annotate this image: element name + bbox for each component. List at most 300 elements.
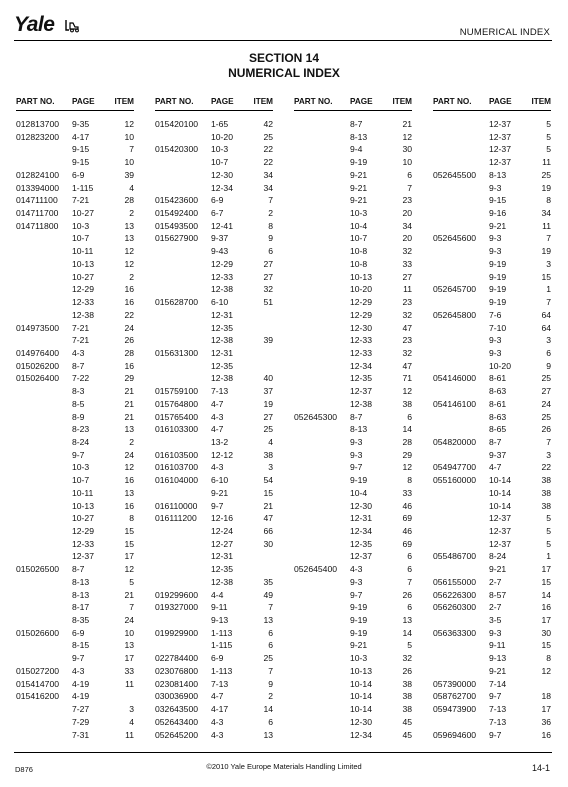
page-ref: 12-37 — [489, 131, 511, 142]
item-number: 64 — [541, 322, 551, 333]
index-row — [294, 334, 412, 347]
page-ref: 9-15 — [72, 157, 90, 168]
index-row — [16, 474, 134, 487]
page-ref: 10-11 — [72, 487, 94, 498]
item-number: 34 — [541, 208, 551, 219]
item-number: 7 — [546, 233, 551, 244]
index-row — [294, 283, 412, 296]
item-number: 6 — [407, 169, 412, 180]
index-row — [294, 639, 412, 652]
item-number: 3 — [129, 704, 134, 715]
item-number: 2 — [268, 691, 273, 702]
item-number: 3 — [546, 335, 551, 346]
index-row — [433, 563, 551, 576]
index-row — [294, 500, 412, 513]
part-number: 015764800 — [155, 398, 199, 409]
item-number: 28 — [124, 195, 134, 206]
page-ref: 4-3 — [211, 411, 224, 422]
item-number: 13 — [402, 615, 412, 626]
index-row — [16, 360, 134, 373]
part-number: 052645400 — [294, 564, 338, 575]
part-number: 016104000 — [155, 475, 199, 486]
item-number: 38 — [402, 704, 412, 715]
part-number: 015759100 — [155, 386, 199, 397]
page-ref: 7-31 — [72, 729, 90, 740]
index-row — [433, 716, 551, 729]
index-row — [155, 232, 273, 245]
item-number: 24 — [124, 322, 134, 333]
page-ref: 9-3 — [489, 182, 502, 193]
item-number: 24 — [124, 449, 134, 460]
part-number: 015631300 — [155, 347, 199, 358]
index-row — [16, 245, 134, 258]
item-number: 10 — [124, 157, 134, 168]
index-row — [294, 690, 412, 703]
page-ref: 12-31 — [211, 347, 233, 358]
index-row — [294, 194, 412, 207]
index-row — [433, 169, 551, 182]
index-row — [155, 423, 273, 436]
page-ref: 4-17 — [72, 131, 90, 142]
page-ref: 9-3 — [350, 449, 363, 460]
page-ref: 12-29 — [72, 284, 94, 295]
index-row — [433, 258, 551, 271]
page-ref: 10-3 — [72, 462, 90, 473]
page-ref: 1-113 — [211, 627, 233, 638]
index-row — [16, 334, 134, 347]
page-ref: 12-33 — [350, 347, 372, 358]
page-ref: 12-37 — [489, 538, 511, 549]
part-number: 056260300 — [433, 602, 477, 613]
item-number: 38 — [541, 500, 551, 511]
index-row — [433, 538, 551, 551]
index-row — [294, 652, 412, 665]
index-row — [16, 512, 134, 525]
page-ref: 9-7 — [72, 653, 85, 664]
index-row — [294, 474, 412, 487]
index-row — [16, 194, 134, 207]
item-number: 8 — [407, 475, 412, 486]
page-ref: 4-3 — [211, 729, 224, 740]
page-ref: 8-17 — [72, 602, 90, 613]
index-row — [294, 309, 412, 322]
item-number: 11 — [125, 729, 134, 740]
item-number: 7 — [546, 436, 551, 447]
index-row — [155, 372, 273, 385]
item-number: 2 — [129, 436, 134, 447]
item-number: 12 — [402, 462, 412, 473]
item-number: 15 — [541, 640, 551, 651]
index-row — [155, 500, 273, 513]
item-number: 18 — [541, 691, 551, 702]
part-number: 012813700 — [16, 119, 60, 129]
item-number: 1 — [546, 551, 551, 562]
index-row — [294, 232, 412, 245]
index-row — [294, 169, 412, 182]
page-ref: 9-3 — [489, 246, 502, 257]
index-row — [433, 296, 551, 309]
part-number: 019929900 — [155, 627, 199, 638]
index-row — [294, 156, 412, 169]
page-ref: 10-7 — [72, 475, 90, 486]
item-number: 9 — [546, 360, 551, 371]
yale-logo: Yale — [14, 13, 55, 36]
index-row — [294, 322, 412, 335]
item-number: 26 — [402, 665, 412, 676]
page-ref: 10-3 — [350, 208, 368, 219]
page-ref: 10-20 — [350, 284, 372, 295]
item-number: 38 — [402, 398, 412, 409]
page-ref: 12-16 — [211, 513, 233, 524]
part-number: 015423600 — [155, 195, 199, 206]
item-number: 2 — [129, 208, 134, 219]
index-column-2 — [155, 96, 273, 741]
part-number: 056155000 — [433, 576, 477, 587]
item-number: 21 — [124, 386, 134, 397]
part-number: 054146000 — [433, 373, 477, 384]
page-ref: 8-57 — [489, 589, 507, 600]
part-number: 056363300 — [433, 627, 477, 638]
header-title: NUMERICAL INDEX — [459, 27, 550, 38]
page-ref: 12-12 — [211, 449, 233, 460]
index-row — [294, 372, 412, 385]
part-number: 016103700 — [155, 462, 199, 473]
item-number: 28 — [402, 436, 412, 447]
page-ref: 8-9 — [72, 411, 85, 422]
page-ref: 9-13 — [211, 615, 229, 626]
index-row — [155, 296, 273, 309]
item-number: 8 — [129, 513, 134, 524]
item-number: 12 — [124, 246, 134, 257]
page-ref: 10-4 — [350, 487, 368, 498]
page-ref: 10-8 — [350, 246, 368, 257]
page-ref: 9-21 — [350, 195, 368, 206]
page-ref: 9-3 — [489, 233, 502, 244]
index-row — [433, 500, 551, 513]
page-ref: 7-13 — [211, 386, 229, 397]
index-row — [294, 538, 412, 551]
page-ref: 10-3 — [211, 144, 229, 155]
index-row — [433, 614, 551, 627]
page-ref: 7-27 — [72, 704, 90, 715]
item-number: 10 — [124, 627, 134, 638]
index-row — [155, 283, 273, 296]
page-ref: 8-7 — [72, 360, 85, 371]
page-ref: 8-35 — [72, 615, 90, 626]
page-ref: 8-13 — [350, 131, 368, 142]
page-ref: 8-24 — [489, 551, 507, 562]
page-ref: 4-7 — [489, 462, 502, 473]
index-row — [155, 436, 273, 449]
index-row — [155, 563, 273, 576]
item-number: 27 — [263, 271, 273, 282]
part-number: 015492400 — [155, 208, 199, 219]
index-row — [16, 716, 134, 729]
index-row — [16, 156, 134, 169]
page-ref: 9-11 — [489, 640, 506, 651]
page-ref: 12-34 — [350, 360, 372, 371]
index-row — [433, 309, 551, 322]
index-row — [16, 487, 134, 500]
item-number: 26 — [541, 424, 551, 435]
part-number: 015420100 — [155, 119, 199, 129]
part-number: 055160000 — [433, 475, 477, 486]
index-row — [294, 525, 412, 538]
index-row — [16, 232, 134, 245]
index-row — [433, 360, 551, 373]
page-ref: 12-37 — [350, 551, 372, 562]
item-number: 38 — [402, 691, 412, 702]
index-row — [433, 487, 551, 500]
page-ref: 12-35 — [211, 360, 233, 371]
page-ref: 12-38 — [350, 398, 372, 409]
item-number: 32 — [263, 284, 273, 295]
page-ref: 9-21 — [211, 487, 229, 498]
index-row — [294, 296, 412, 309]
item-number: 30 — [541, 627, 551, 638]
page-ref: 9-7 — [72, 449, 85, 460]
item-number: 7 — [268, 602, 273, 613]
index-row — [433, 232, 551, 245]
item-number: 9 — [268, 678, 273, 689]
header-page: PAGE — [72, 97, 95, 106]
item-number: 32 — [402, 246, 412, 257]
index-row — [433, 423, 551, 436]
index-row — [16, 309, 134, 322]
index-row — [433, 461, 551, 474]
item-number: 12 — [124, 258, 134, 269]
index-row — [294, 678, 412, 691]
item-number: 25 — [263, 131, 273, 142]
part-number: 054947700 — [433, 462, 477, 473]
index-row — [433, 550, 551, 563]
part-number: 015026200 — [16, 360, 60, 371]
item-number: 9 — [268, 233, 273, 244]
part-number: 016103500 — [155, 449, 199, 460]
index-row — [294, 487, 412, 500]
page-ref: 8-7 — [72, 564, 85, 575]
page-ref: 9-21 — [350, 182, 368, 193]
page-ref: 3-5 — [489, 615, 502, 626]
index-row — [155, 449, 273, 462]
index-row — [16, 500, 134, 513]
index-row — [16, 678, 134, 691]
page-ref: 6-7 — [211, 208, 224, 219]
page-ref: 12-38 — [211, 576, 233, 587]
part-number: 052645300 — [294, 411, 338, 422]
index-row — [16, 461, 134, 474]
item-number: 12 — [402, 386, 412, 397]
index-row — [294, 143, 412, 156]
item-number: 17 — [124, 653, 134, 664]
part-number: 055486700 — [433, 551, 477, 562]
page-ref: 9-21 — [350, 169, 368, 180]
page-ref: 9-3 — [350, 576, 363, 587]
item-number: 8 — [268, 220, 273, 231]
part-number: 052645800 — [433, 309, 477, 320]
item-number: 29 — [124, 373, 134, 384]
item-number: 21 — [402, 119, 412, 129]
page-ref: 10-14 — [350, 691, 372, 702]
item-number: 5 — [407, 640, 412, 651]
item-number: 5 — [546, 131, 551, 142]
index-row — [294, 385, 412, 398]
page-ref: 10-13 — [350, 665, 372, 676]
index-row — [433, 703, 551, 716]
page-ref: 12-29 — [211, 258, 233, 269]
index-row — [16, 258, 134, 271]
page-ref: 9-7 — [489, 729, 502, 740]
index-row — [16, 169, 134, 182]
index-row — [294, 461, 412, 474]
part-number: 015416200 — [16, 691, 60, 702]
page-ref: 9-3 — [350, 436, 363, 447]
item-number: 25 — [541, 373, 551, 384]
item-number: 39 — [263, 335, 273, 346]
index-row — [433, 589, 551, 602]
page-ref: 4-7 — [211, 424, 224, 435]
index-row — [16, 398, 134, 411]
page-ref: 7-29 — [72, 716, 90, 727]
part-number: 030036900 — [155, 691, 199, 702]
item-number: 19 — [541, 182, 551, 193]
item-number: 15 — [124, 538, 134, 549]
item-number: 64 — [541, 309, 551, 320]
index-row — [16, 639, 134, 652]
page-ref: 12-35 — [350, 373, 372, 384]
index-row — [294, 716, 412, 729]
page-ref: 1-113 — [211, 665, 233, 676]
index-row — [294, 449, 412, 462]
index-row — [155, 729, 273, 742]
index-row — [294, 182, 412, 195]
item-number: 69 — [402, 513, 412, 524]
part-number: 019327000 — [155, 602, 199, 613]
item-number: 6 — [268, 640, 273, 651]
page-ref: 12-37 — [489, 526, 511, 536]
index-row — [155, 601, 273, 614]
page-ref: 8-7 — [489, 436, 502, 447]
index-row — [294, 245, 412, 258]
column-header — [155, 96, 273, 111]
page-ref: 12-35 — [350, 538, 372, 549]
item-number: 45 — [402, 729, 412, 740]
item-number: 17 — [541, 564, 551, 575]
index-row — [433, 131, 551, 144]
page-ref: 8-3 — [72, 386, 85, 397]
index-row — [155, 347, 273, 360]
page-ref: 10-14 — [350, 678, 372, 689]
index-column-3 — [294, 96, 412, 741]
page-header — [0, 0, 568, 44]
item-number: 12 — [402, 131, 412, 142]
index-row — [16, 690, 134, 703]
part-number: 015627900 — [155, 233, 199, 244]
index-row — [294, 512, 412, 525]
part-number: 012824100 — [16, 169, 60, 180]
page-ref: 10-11 — [72, 246, 94, 257]
item-number: 27 — [263, 258, 273, 269]
item-number: 6 — [268, 246, 273, 257]
part-number: 016111200 — [155, 513, 197, 524]
page-ref: 9-21 — [489, 564, 507, 575]
item-number: 3 — [546, 449, 551, 460]
item-number: 24 — [124, 615, 134, 626]
page-ref: 12-37 — [350, 386, 372, 397]
index-row — [155, 678, 273, 691]
item-number: 11 — [542, 220, 551, 231]
index-row — [294, 360, 412, 373]
page-ref: 10-7 — [211, 157, 229, 168]
page-ref: 4-19 — [72, 691, 90, 702]
index-row — [155, 614, 273, 627]
part-number: 052643400 — [155, 716, 199, 727]
index-row — [433, 601, 551, 614]
item-number: 34 — [263, 182, 273, 193]
item-number: 66 — [263, 526, 273, 536]
part-number: 022784400 — [155, 653, 199, 664]
item-number: 15 — [263, 487, 273, 498]
item-number: 6 — [407, 411, 412, 422]
page-ref: 7-13 — [489, 704, 507, 715]
part-number: 014711100 — [16, 195, 58, 206]
page-ref: 13-2 — [211, 436, 229, 447]
part-number: 014711700 — [16, 208, 59, 219]
item-number: 27 — [263, 411, 273, 422]
page-ref: 8-63 — [489, 411, 507, 422]
page-ref: 8-65 — [489, 424, 507, 435]
item-number: 23 — [402, 335, 412, 346]
item-number: 71 — [402, 373, 412, 384]
page-ref: 8-7 — [350, 119, 363, 129]
index-row — [294, 131, 412, 144]
index-row — [294, 614, 412, 627]
page-ref: 12-38 — [211, 284, 233, 295]
item-number: 38 — [263, 449, 273, 460]
item-number: 30 — [263, 538, 273, 549]
index-row — [155, 538, 273, 551]
index-row — [155, 639, 273, 652]
part-number: 012823200 — [16, 131, 60, 142]
index-row — [16, 271, 134, 284]
item-number: 38 — [402, 678, 412, 689]
header-item: ITEM — [114, 97, 134, 106]
part-number: 054146100 — [433, 398, 477, 409]
item-number: 14 — [541, 589, 551, 600]
item-number: 5 — [546, 538, 551, 549]
page-ref: 10-14 — [350, 704, 372, 715]
item-number: 32 — [402, 653, 412, 664]
column-header — [294, 96, 412, 111]
page-ref: 7-13 — [211, 678, 229, 689]
item-number: 2 — [129, 271, 134, 282]
part-number: 014711800 — [16, 220, 59, 231]
index-row — [433, 385, 551, 398]
page-ref: 10-13 — [72, 500, 94, 511]
item-number: 1 — [546, 284, 551, 295]
item-number: 8 — [546, 653, 551, 664]
item-number: 5 — [546, 144, 551, 155]
item-number: 25 — [541, 169, 551, 180]
index-row — [16, 322, 134, 335]
part-number: 056226300 — [433, 589, 477, 600]
part-number: 015414700 — [16, 678, 60, 689]
page-ref: 10-3 — [350, 653, 368, 664]
item-number: 6 — [407, 564, 412, 575]
page-ref: 8-61 — [489, 398, 507, 409]
item-number: 7 — [268, 195, 273, 206]
page-ref: 12-24 — [211, 526, 233, 536]
